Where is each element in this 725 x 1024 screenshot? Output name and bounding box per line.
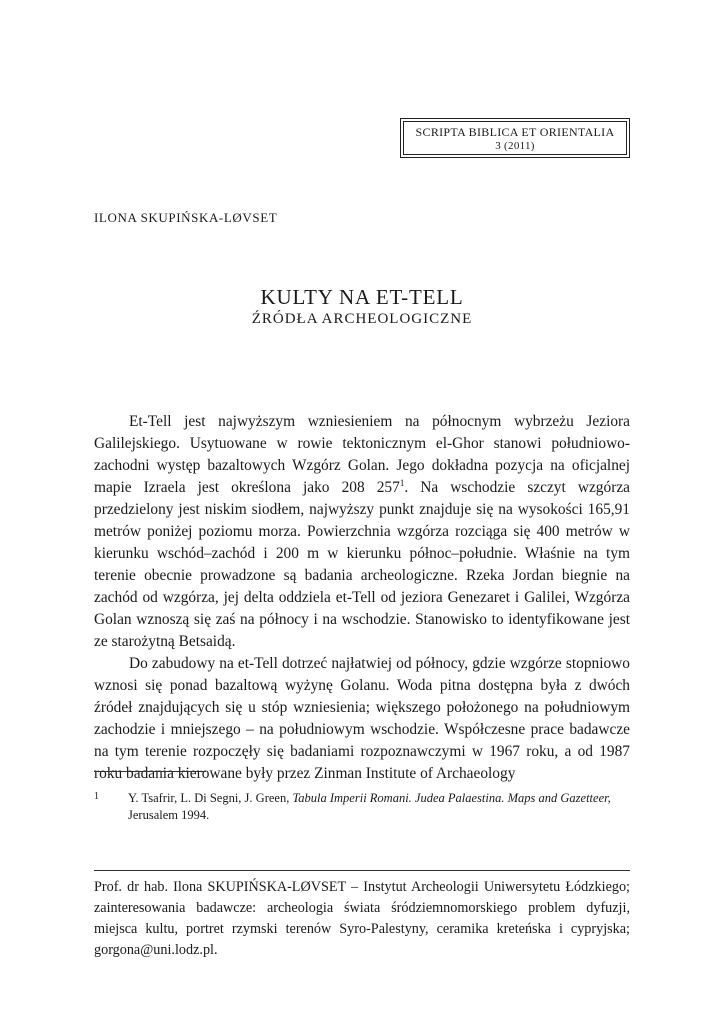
article-title-block (94, 285, 630, 329)
footnote-divider (94, 771, 206, 772)
bio-divider (94, 870, 630, 871)
body-paragraph-1 (94, 411, 630, 653)
author-bio: Prof. dr hab. Ilona SKUPIŃSKA-LØVSET – Instytut Archeologii Uniwersytetu Łódzkiego; zainteresowania badawcze: archeologia świata śródziemnomorskiego problem dyfuzji, miejsca kultu, portret rzymski terenów Syro-Palestyny, ceramika kreteńska i cypryjska; gorgona@uni.lodz.pl. (94, 879, 630, 958)
footnote (94, 790, 630, 824)
journal-header-inner-frame (403, 121, 627, 155)
body-paragraph-2: Do zabudowy na et-Tell dotrzeć najłatwiej od północy, gdzie wzgórze stopniowo wznosi się ponad bazaltową wyżynę Golanu. Woda pitna dostępna była z dwóch źródeł znajdujących się u stóp wzniesienia; większego położonego na południowym zachodzie i mniejszego – na południowym wschodzie. Współczesne prace badawcze na tym terenie rozpoczęły się badaniami rozpoznawczymi w 1967 roku, a od 1987 roku badania kierowane były przez Zinman Institute of Archaeology (94, 655, 630, 782)
body-paragraph-1-start: Et-Tell jest najwyższym wzniesieniem na północnym wybrzeżu Jeziora Galilejskiego. Usytuowane w rowie tektonicznym el-Ghor stanowi południowo-zachodni występ bazaltowych Wzgórz Golan. Jego dokładna pozycja na oficjalnej mapie Izraela jest określona jako 208 257 (94, 413, 630, 496)
footnote-reference: 1 (399, 477, 405, 488)
footnote-number: 1 (94, 791, 99, 802)
footnote-place-year: Jerusalem 1994. (128, 808, 210, 822)
body-paragraph-1-end: . Na wschodzie szczyt wzgórza przedzielony jest niskim siodłem, najwyższy punkt znajduje się na wysokości 165,91 metrów poniżej poziomu morza. Powierzchnia wzgórza rozciąga się 400 metrów w kierunku wschód–zachód i 200 m w kierunku północ–południe. Właśnie na tym terenie obecnie prowadzone są badania archeologiczne. Rzeka Jordan biegnie na zachód od wzgórza, jej delta oddziela et-Tell od jeziora Genezaret i Galilei, Wzgórza Golan wznoszą się zaś na północy i na wschodzie. Stanowisko to identyfikowane jest ze starożytną Betsaidą. (94, 479, 630, 650)
article-author: ILONA SKUPIŃSKA-LØVSET (94, 210, 278, 225)
footnote-authors: Y. Tsafrir, L. Di Segni, J. Green, (128, 791, 293, 805)
footnote-work-title: Tabula Imperii Romani. Judea Palaestina. Maps and Gazetteer, (292, 791, 611, 805)
article-title: KULTY NA ET-TELL (260, 285, 464, 309)
article-body (94, 411, 630, 785)
article-subtitle: ŹRÓDŁA ARCHEOLOGICZNE (251, 311, 473, 327)
footnote-text (128, 790, 630, 824)
journal-name: SCRIPTA BIBLICA ET ORIENTALIA (415, 125, 615, 139)
journal-volume: 3 (2011) (495, 140, 535, 152)
journal-header-box (400, 118, 630, 158)
